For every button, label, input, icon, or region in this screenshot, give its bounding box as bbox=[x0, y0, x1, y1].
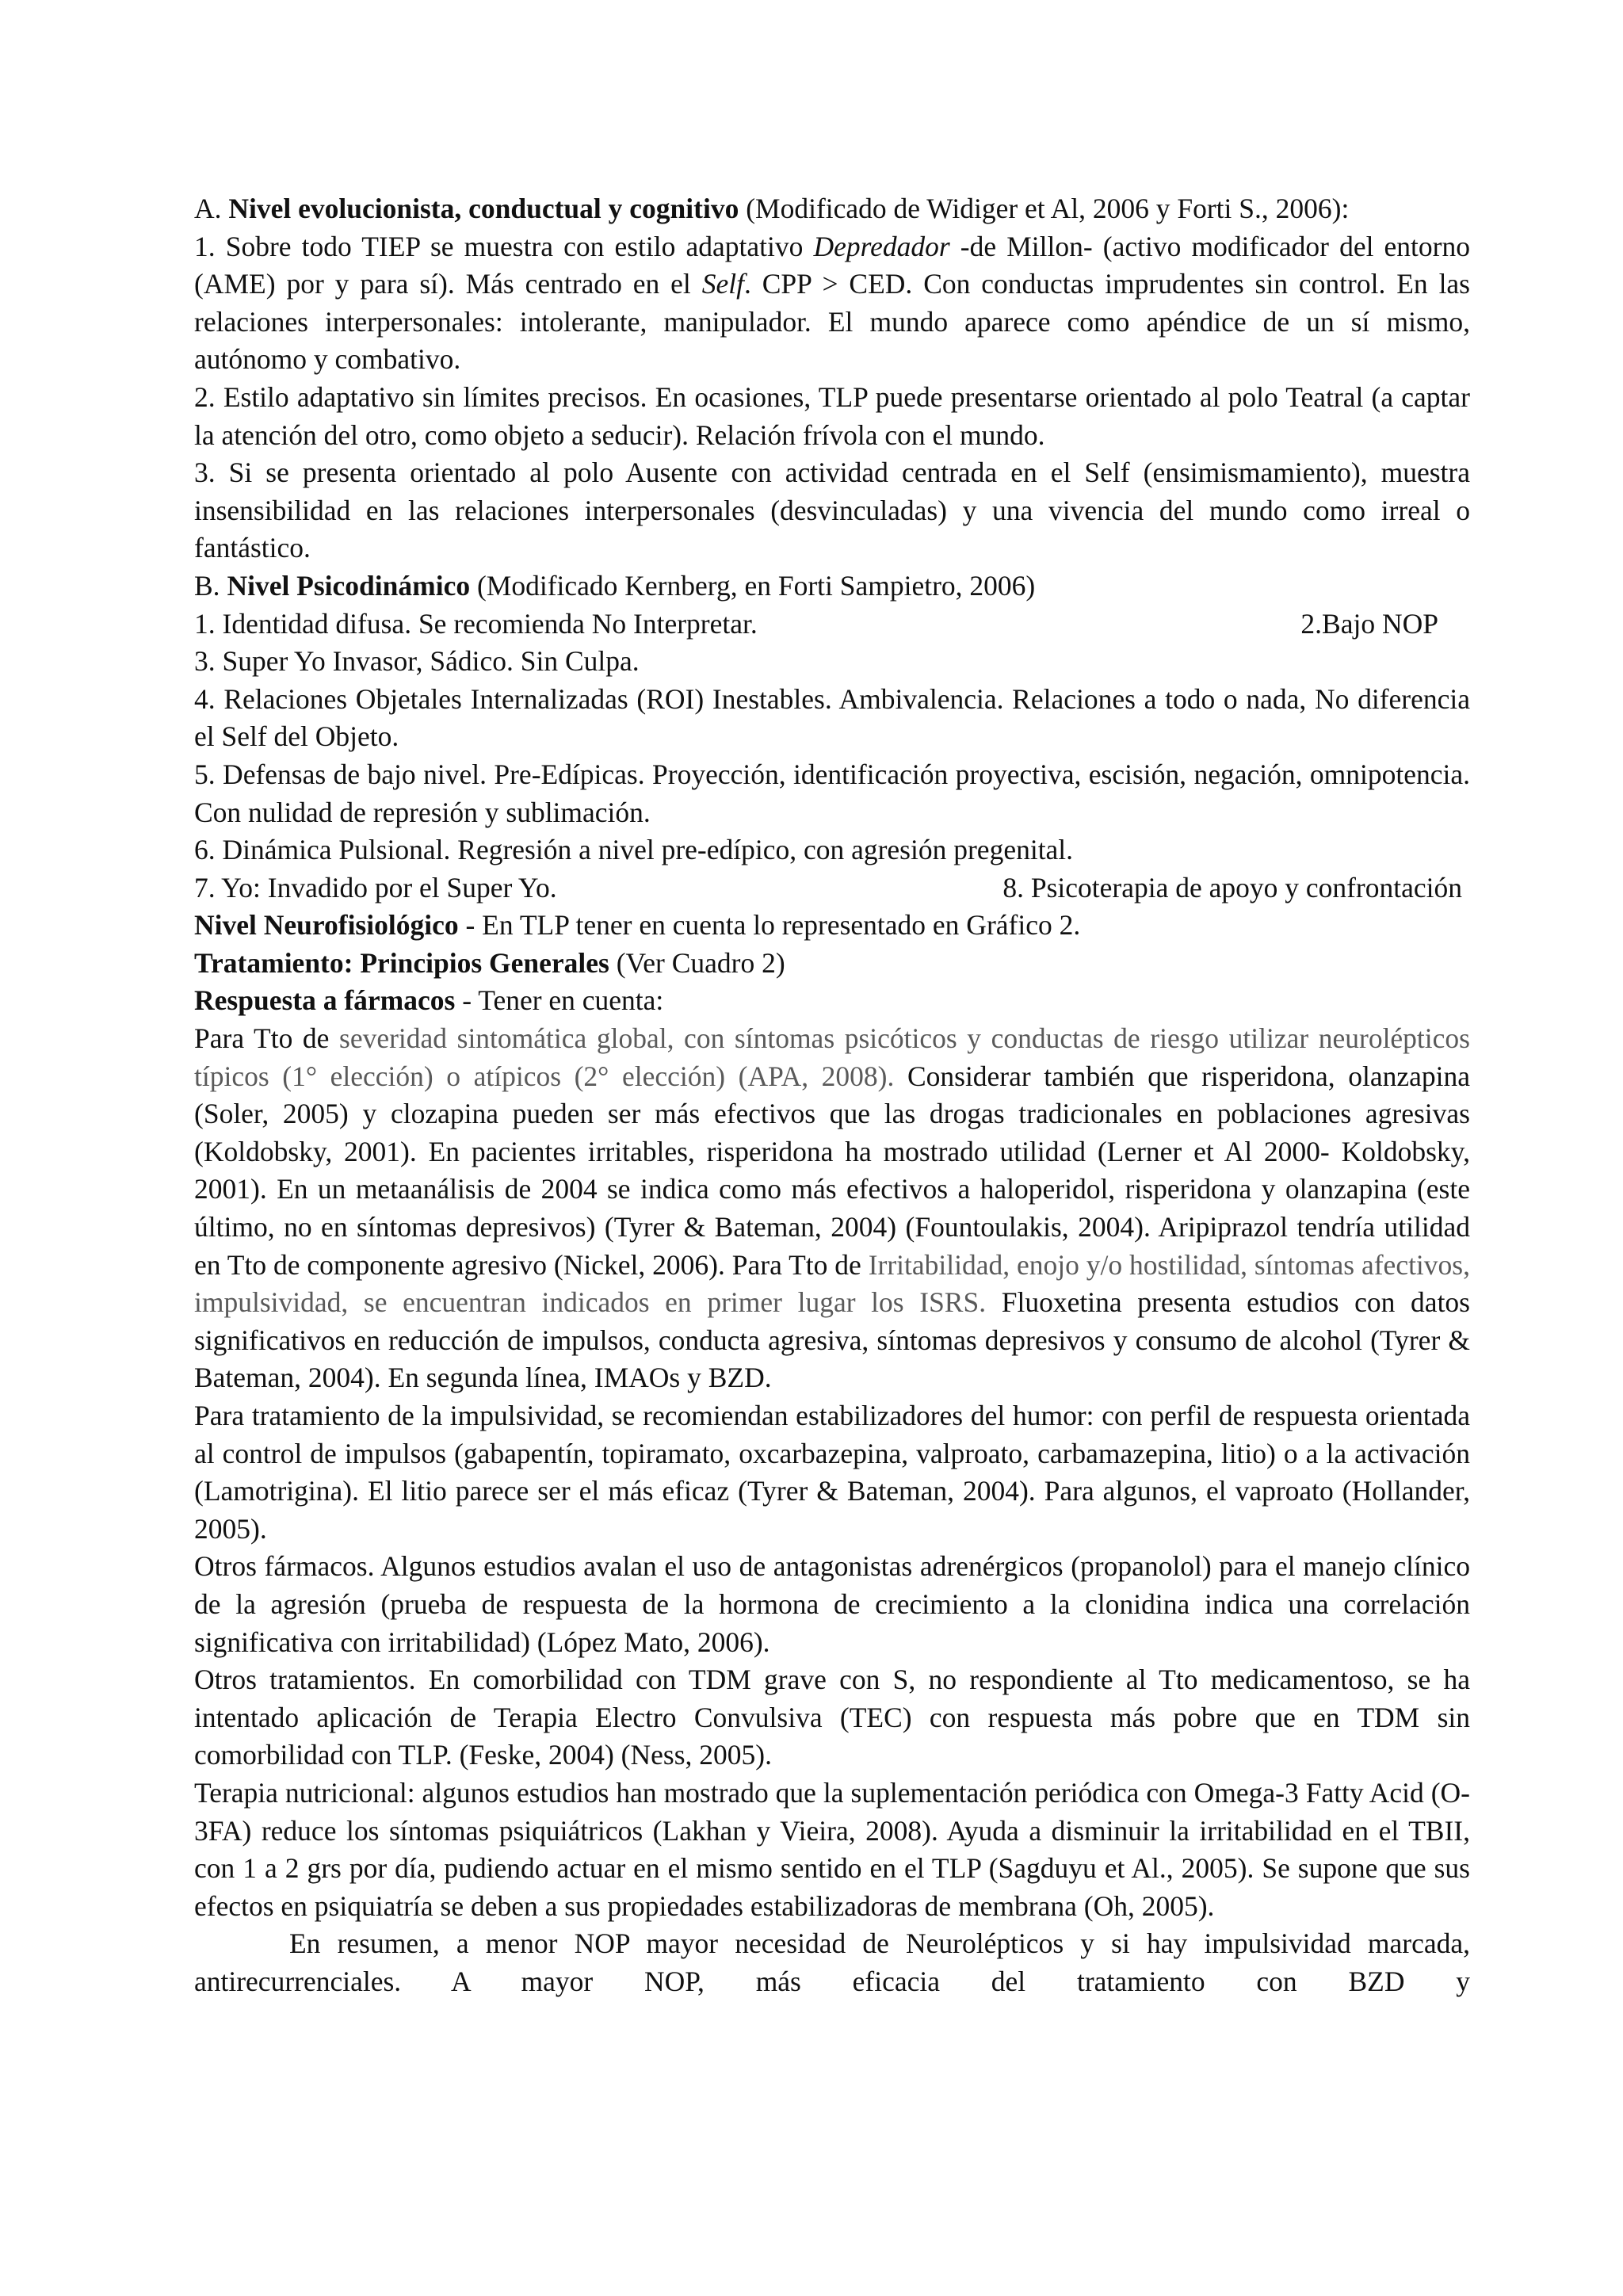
section-b-item-7: 7. Yo: Invadido por el Super Yo. bbox=[194, 871, 557, 904]
section-b-title: Nivel Psicodinámico bbox=[227, 569, 471, 602]
section-a-item-1: 1. Sobre todo TIEP se muestra con estilo adaptativo Depredador -de Millon- (activo modificador del entorno (AME) por y para sí). Más centrado en el Self. CPP > CED. Con conductas imprudentes sin control. En las relaciones interpersonales: intolerante, manipulador. El mundo aparece como apéndice de un sí mismo, autónomo y combativo. bbox=[194, 230, 1471, 376]
section-b-item-4: 4. Relaciones Objetales Internalizadas (ROI) Inestables. Ambivalencia. Relaciones a todo o nada, No diferencia el Self del Objeto. bbox=[194, 682, 1470, 753]
paragraph-nutricional: Terapia nutricional: algunos estudios han mostrado que la suplementación periódica con Omega-3 Fatty Acid (O-3FA) reduce los síntomas psiquiátricos (Lakhan y Vieira, 2008). Ayuda a disminuir la irritabilidad en el TBII, con 1 a 2 grs por día, pudiendo actuar en el mismo sentido en el TLP (Sagduyu et Al., 2005). Se supone que sus efectos en psiquiatría se deben a sus propiedades estabilizadoras de membrana (Oh, 2005). bbox=[194, 1776, 1470, 1922]
section-a-item-2: 2. Estilo adaptativo sin límites precisos. En ocasiones, TLP puede presentarse orientado al polo Teatral (a captar la atención del otro, como objeto a seducir). Relación frívola con el mundo. bbox=[194, 380, 1470, 451]
neuro-heading: Nivel Neurofisiológico - En TLP tener en cuenta lo representado en Gráfico 2. bbox=[194, 909, 1081, 942]
document-page bbox=[194, 190, 1470, 2038]
paragraph-otros-tratamientos: Otros tratamientos. En comorbilidad con TDM grave con S, no respondiente al Tto medicamentoso, se ha intentado aplicación de Terapia Electro Convulsiva (TEC) con respuesta más pobre que en TDM sin comorbilidad con TLP. (Feske, 2004) (Ness, 2005). bbox=[194, 1664, 1470, 1771]
section-b-item-1: 1. Identidad difusa. Se recomienda No Interpretar. bbox=[194, 607, 758, 640]
section-b-item-8: 8. Psicoterapia de apoyo y confrontación bbox=[1002, 871, 1462, 904]
section-b-row-7-8 bbox=[194, 869, 1470, 907]
paragraph-impulsividad: Para tratamiento de la impulsividad, se recomiendan estabilizadores del humor: con perfil de respuesta orientada al control de impulsos (gabapentín, topiramato, oxcarbazepina, valproato, carbamazepina, litio) o a la activación (Lamotrigina). El litio parece ser el más eficaz (Tyrer & Bateman, 2004). Para algunos, el vaproato (Hollander, 2005). bbox=[194, 1400, 1470, 1545]
paragraph-tratamiento: Para Tto de severidad sintomática global, con síntomas psicóticos y conductas de riesgo utilizar neurolépticos típicos (1° elección) o atípicos (2° elección) (APA, 2008). Considerar también que risperidona, olanzapina (Soler, 2005) y clozapina pueden ser más efectivos que las drogas tradicionales en poblaciones agresivas (Koldobsky, 2001). En pacientes irritables, risperidona ha mostrado utilidad (Lerner et Al 2000- Koldobsky, 2001). En un metaanálisis de 2004 se indica como más efectivos a haloperidol, risperidona y olanzapina (este último, no en síntomas depresivos) (Tyrer & Bateman, 2004) (Fountoulakis, 2004). Aripiprazol tendría utilidad en Tto de componente agresivo (Nickel, 2006). Para Tto de Irritabilidad, enojo y/o hostilidad, síntomas afectivos, impulsividad, se encuentran indicados en primer lugar los ISRS. Fluoxetina presenta estudios con datos significativos en reducción de impulsos, conducta agresiva, síntomas depresivos y consumo de alcohol (Tyrer & Bateman, 2004). En segunda línea, IMAOs y BZD. bbox=[194, 1022, 1470, 1394]
paragraph-resumen: En resumen, a menor NOP mayor necesidad de Neurolépticos y si hay impulsividad marcada, antirecurrenciales. A mayor NOP, más eficacia del tratamiento con BZD y bbox=[194, 1927, 1470, 1997]
paragraph-otros-farmacos: Otros fármacos. Algunos estudios avalan el uso de antagonistas adrenérgicos (propanolol) para el manejo clínico de la agresión (prueba de respuesta de la hormona de crecimiento a la clonidina indica una correlación significativa con irritabilidad) (López Mato, 2006). bbox=[194, 1550, 1470, 1658]
section-b-item-3: 3. Super Yo Invasor, Sádico. Sin Culpa. bbox=[194, 645, 640, 678]
section-b-item-5: 5. Defensas de bajo nivel. Pre-Edípicas. Proyección, identificación proyectiva, escisión, negación, omnipotencia. Con nulidad de represión y sublimación. bbox=[194, 758, 1470, 828]
section-b-heading: B. Nivel Psicodinámico (Modificado Kernberg, en Forti Sampietro, 2006) bbox=[194, 569, 1036, 602]
section-a-heading: A. Nivel evolucionista, conductual y cognitivo (Modificado de Widiger et Al, 2006 y Forti S., 2006): bbox=[194, 193, 1350, 224]
section-a-item-3: 3. Si se presenta orientado al polo Ausente con actividad centrada en el Self (ensimismamiento), muestra insensibilidad en las relaciones interpersonales (desvinculadas) y una vivencia del mundo como irreal o fantástico. bbox=[194, 457, 1470, 564]
section-a-title: Nivel evolucionista, conductual y cognitivo bbox=[228, 193, 739, 224]
tratamiento-heading: Tratamiento: Principios Generales (Ver Cuadro 2) bbox=[194, 946, 785, 979]
section-b-item-6: 6. Dinámica Pulsional. Regresión a nivel pre-edípico, con agresión pregenital. bbox=[194, 834, 1074, 866]
section-b-item-2: 2.Bajo NOP bbox=[1300, 607, 1438, 640]
farmacos-heading: Respuesta a fármacos - Tener en cuenta: bbox=[194, 984, 664, 1017]
section-b-row-1-2 bbox=[194, 606, 1470, 644]
